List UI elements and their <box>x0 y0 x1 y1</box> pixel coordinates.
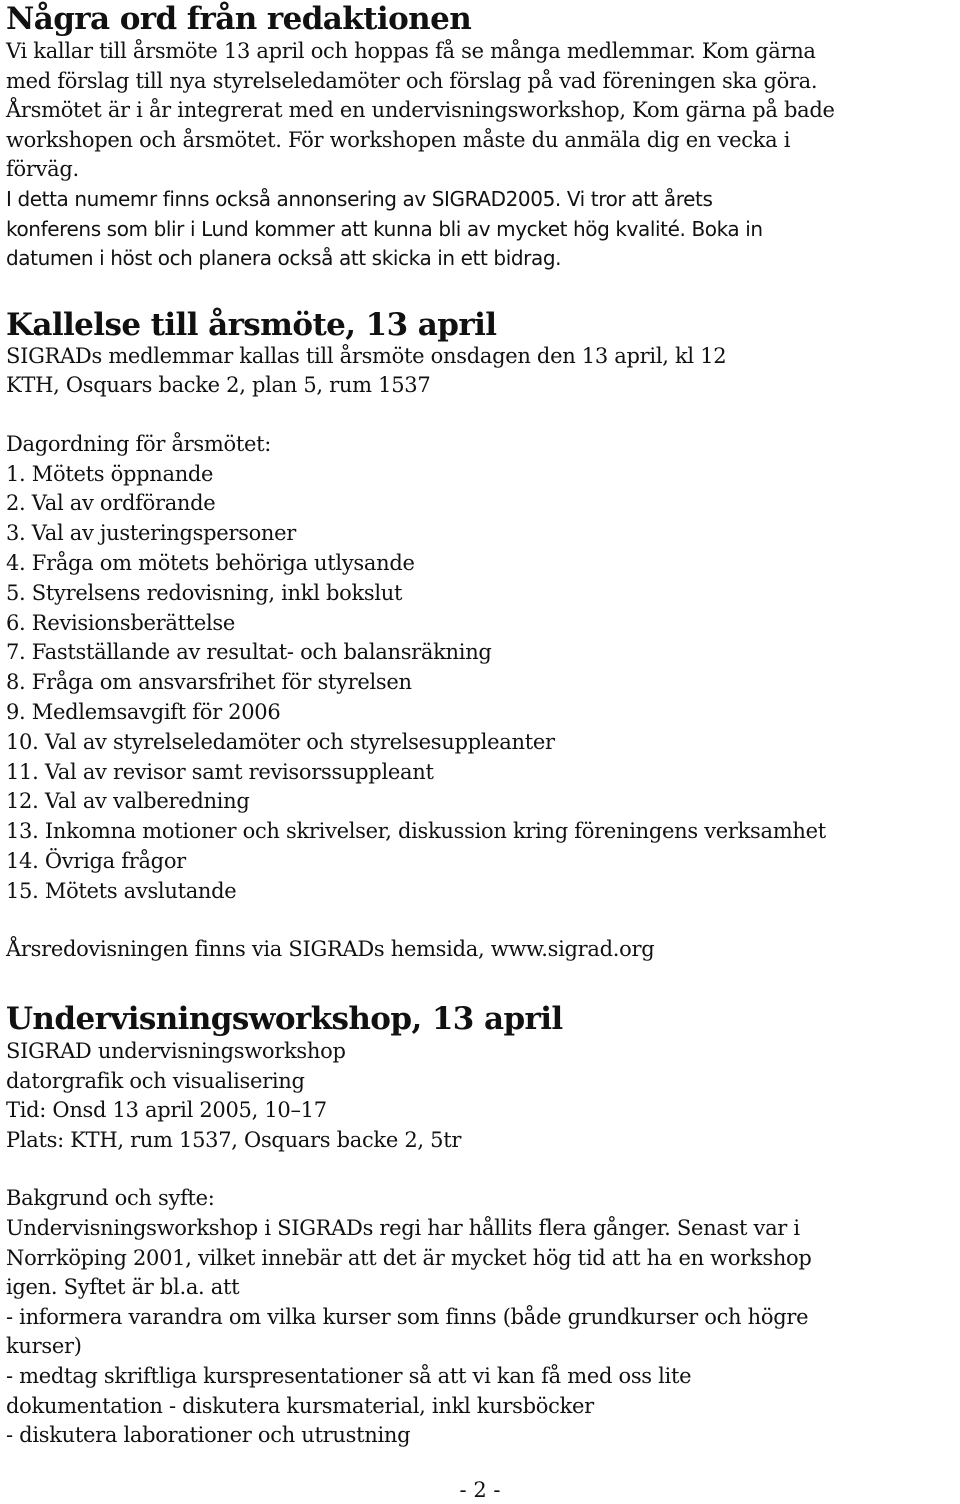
agenda-title: Dagordning för årsmötet: <box>6 431 272 456</box>
spacer <box>6 906 954 935</box>
agenda-item: 10. Val av styrelseledamöter och styrelsesuppleanter <box>6 729 555 754</box>
agenda-item: 5. Styrelsens redovisning, inkl bokslut <box>6 580 403 605</box>
editorial-heading: Några ord från redaktionen <box>6 1 472 37</box>
invite-line: SIGRADs medlemmar kallas till årsmöte onsdagen den 13 april, kl 12 <box>6 343 727 368</box>
workshop-info-line: SIGRAD undervisningsworkshop <box>6 1039 346 1064</box>
editorial-line: med förslag till nya styrelseledamöter och förslag på vad föreningen ska göra. <box>6 68 818 93</box>
background-line: Undervisningsworkshop i SIGRADs regi har hållits flera gånger. Senast var i <box>6 1216 800 1241</box>
agenda-item: 13. Inkomna motioner och skrivelser, diskussion kring föreningens verksamhet <box>6 819 826 844</box>
spacer <box>6 1155 954 1184</box>
editorial-intro <box>6 37 954 274</box>
agenda-item: 4. Fråga om mötets behöriga utlysande <box>6 550 415 575</box>
conference-ad-line <box>6 215 954 245</box>
agenda-item: 8. Fråga om ansvarsfrihet för styrelsen <box>6 670 412 695</box>
page-number: - 2 - <box>459 1478 501 1502</box>
background-line: Norrköping 2001, vilket innebär att det är mycket hög tid att ha en workshop <box>6 1245 812 1270</box>
workshop-info-line: datorgrafik och visualisering <box>6 1068 305 1093</box>
spacer <box>6 401 954 430</box>
agenda-list <box>6 460 954 907</box>
workshop-info <box>6 1037 954 1155</box>
conference-ad-line: datumen i höst och planera också att skicka in ett bidrag. <box>6 246 562 271</box>
background-title: Bakgrund och syfte: <box>6 1186 215 1211</box>
background-line: igen. Syftet är bl.a. att <box>6 1275 240 1300</box>
background-line: kurser) <box>6 1334 82 1359</box>
conference-ad-line <box>6 185 954 215</box>
editorial-line: förväg. <box>6 157 79 182</box>
agenda-item: 14. Övriga frågor <box>6 848 186 873</box>
agenda-item: 9. Medlemsavgift för 2006 <box>6 699 281 724</box>
workshop-background <box>6 1184 954 1450</box>
editorial-line: workshopen och årsmötet. För workshopen måste du anmäla dig en vecka i <box>6 127 791 152</box>
agenda-item: 2. Val av ordförande <box>6 491 216 516</box>
conference-ad-text-2: Boka in <box>685 216 763 241</box>
editorial-line: Vi kallar till årsmöte 13 april och hoppas få se många medlemmar. Kom gärna <box>6 39 816 63</box>
annual-report-note: Årsredovisningen finns via SIGRADs hemsida, www.sigrad.org <box>6 937 655 962</box>
conference-ad-sans-2: Vi tror att årets <box>560 186 713 211</box>
page <box>6 0 954 1451</box>
annual-meeting-heading: Kallelse till årsmöte, 13 april <box>6 306 497 343</box>
background-line: - informera varandra om vilka kurser som finns (både grundkurser och högre <box>6 1304 809 1329</box>
background-line: - medtag skriftliga kurspresentationer så att vi kan få med oss lite <box>6 1364 692 1389</box>
background-line: dokumentation - diskutera kursmaterial, inkl kursböcker <box>6 1393 594 1418</box>
conference-ad-text: konferens som blir i Lund kommer att kunna bli av mycket hög kvalité. <box>6 216 686 241</box>
workshop-info-line: Tid: Onsd 13 april 2005, 10–17 <box>6 1098 327 1123</box>
conference-ad-sans: I detta numemr finns också annonsering av SIGRAD2005. <box>6 186 561 211</box>
workshop-section <box>6 1001 954 1451</box>
agenda-item: 3. Val av justeringspersoner <box>6 521 297 546</box>
agenda-item: 11. Val av revisor samt revisorssuppleant <box>6 759 434 784</box>
annual-meeting-section <box>6 307 954 965</box>
agenda-item: 7. Fastställande av resultat- och balansräkning <box>6 640 492 665</box>
workshop-heading: Undervisningsworkshop, 13 april <box>6 1001 563 1038</box>
agenda-item: 12. Val av valberedning <box>6 789 250 814</box>
agenda-item: 15. Mötets avslutande <box>6 878 237 903</box>
agenda-item: 1. Mötets öppnande <box>6 461 214 486</box>
workshop-info-line: Plats: KTH, rum 1537, Osquars backe 2, 5tr <box>6 1127 462 1152</box>
invite-line: KTH, Osquars backe 2, plan 5, rum 1537 <box>6 373 431 398</box>
editorial-line: Årsmötet är i år integrerat med en undervisningsworkshop, Kom gärna på bade <box>6 98 835 123</box>
background-line: - diskutera laborationer och utrustning <box>6 1423 411 1448</box>
agenda-item: 6. Revisionsberättelse <box>6 610 236 635</box>
annual-meeting-invite <box>6 342 954 401</box>
editorial-section <box>6 1 954 274</box>
